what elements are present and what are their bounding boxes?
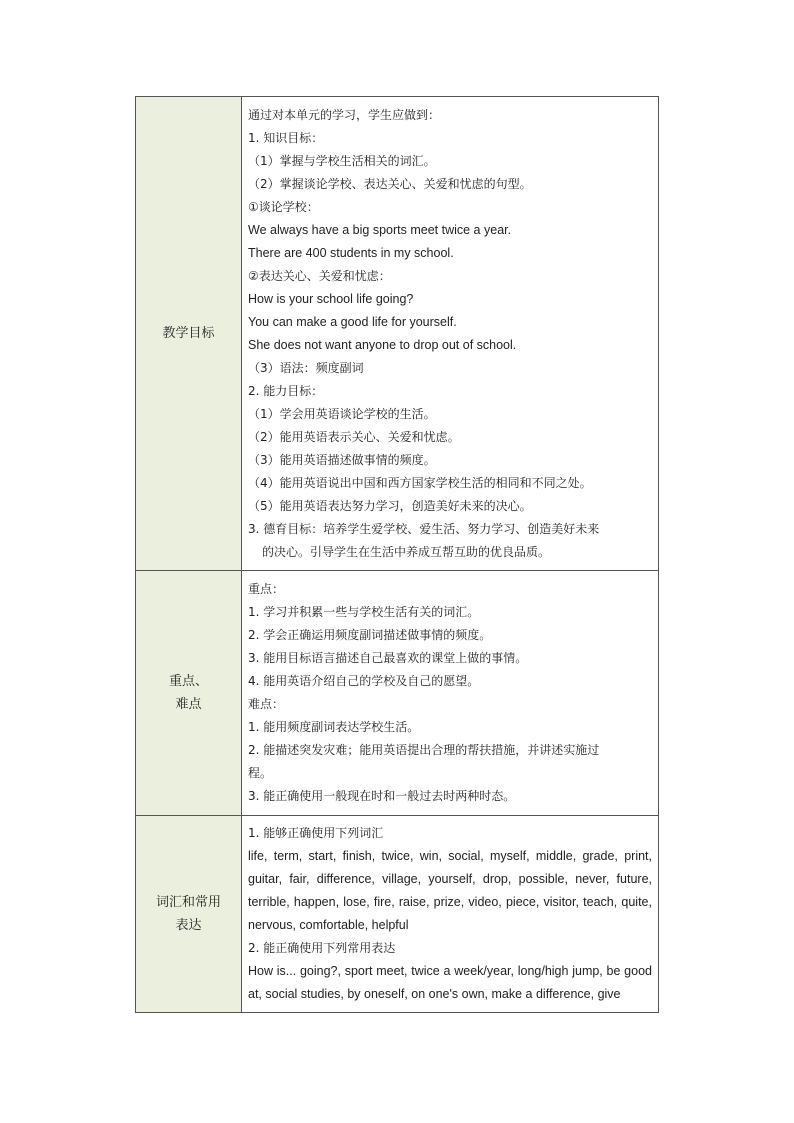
table-row-key-points xyxy=(136,571,659,816)
objective-line: （1）掌握与学校生活相关的词汇。 xyxy=(248,153,436,168)
objectives-content xyxy=(242,97,659,571)
objective-line: 3. 德育目标：培养学生爱学校、爱生活、努力学习、创造美好未来 xyxy=(248,521,600,536)
key-point-line: 1. 学习并积累一些与学校生活有关的词汇。 xyxy=(248,605,480,619)
key-point-line: 程。 xyxy=(248,766,273,780)
objective-line: 1. 知识目标： xyxy=(248,130,324,145)
vocab-title: 1. 能够正确使用下列词汇 xyxy=(248,826,384,840)
key-point-line: 1. 能用频度副词表达学校生活。 xyxy=(248,720,420,734)
key-point-line: 2. 能描述突发灾难；能用英语提出合理的帮扶措施，并讲述实施过 xyxy=(248,743,600,757)
objective-line: （4）能用英语说出中国和西方国家学校生活的相同和不同之处。 xyxy=(248,475,592,490)
vocabulary-content xyxy=(242,816,659,1013)
objective-line: 通过对本单元的学习，学生应做到： xyxy=(248,107,441,122)
objective-line: （3）语法：频度副词 xyxy=(248,360,364,375)
key-point-line: 3. 能正确使用一般现在时和一般过去时两种时态。 xyxy=(248,789,516,803)
label-key-points-line2: 难点 xyxy=(175,697,202,712)
label-objectives: 教学目标 xyxy=(136,97,242,571)
table-row-vocabulary xyxy=(136,816,659,1013)
objective-line: 2. 能力目标： xyxy=(248,383,324,398)
objective-line: （2）能用英语表示关心、关爱和忧虑。 xyxy=(248,429,460,444)
example-sentence: You can make a good life for yourself. xyxy=(248,314,457,329)
objective-line: ①谈论学校： xyxy=(248,199,319,214)
expressions-list: How is... going?, sport meet, twice a week/year, long/high jump, be good at, social studies, by oneself, on one's own, make a difference, give xyxy=(248,964,652,1001)
objective-line: 的决心。引导学生在生活中养成互帮互助的优良品质。 xyxy=(262,544,551,559)
objective-line: （2）掌握谈论学校、表达关心、关爱和忧虑的句型。 xyxy=(248,176,532,191)
key-point-line: 2. 学会正确运用频度副词描述做事情的频度。 xyxy=(248,628,492,642)
key-points-content xyxy=(242,571,659,816)
key-point-line: 4. 能用英语介绍自己的学校及自己的愿望。 xyxy=(248,674,480,688)
objective-line: （3）能用英语描述做事情的频度。 xyxy=(248,452,436,467)
lesson-plan-table xyxy=(135,96,659,1013)
label-vocabulary-line2: 表达 xyxy=(175,918,202,933)
vocab-list: life, term, start, finish, twice, win, social, myself, middle, grade, print, guitar, fair, difference, village, yourself, drop, possible, never, future, terrible, happen, lose, fire, raise, prize, video, piece, visitor, teach, quite, nervous, comfortable, helpful xyxy=(248,849,652,932)
objective-line: （5）能用英语表达努力学习，创造美好未来的决心。 xyxy=(248,498,532,513)
key-point-line: 3. 能用目标语言描述自己最喜欢的课堂上做的事情。 xyxy=(248,651,528,665)
label-key-points-line1: 重点、 xyxy=(168,674,208,689)
example-sentence: She does not want anyone to drop out of school. xyxy=(248,337,517,352)
example-sentence: We always have a big sports meet twice a year. xyxy=(248,222,512,237)
table-row-objectives xyxy=(136,97,659,571)
example-sentence: There are 400 students in my school. xyxy=(248,245,454,260)
label-vocabulary-line1: 词汇和常用 xyxy=(155,895,221,910)
label-key-points xyxy=(136,571,242,816)
label-vocabulary xyxy=(136,816,242,1013)
key-point-line: 重点： xyxy=(248,582,285,596)
key-point-line: 难点： xyxy=(248,697,285,711)
example-sentence: How is your school life going? xyxy=(248,291,414,306)
objective-line: ②表达关心、关爱和忧虑： xyxy=(248,268,391,283)
expressions-title: 2. 能正确使用下列常用表达 xyxy=(248,941,396,955)
objective-line: （1）学会用英语谈论学校的生活。 xyxy=(248,406,436,421)
